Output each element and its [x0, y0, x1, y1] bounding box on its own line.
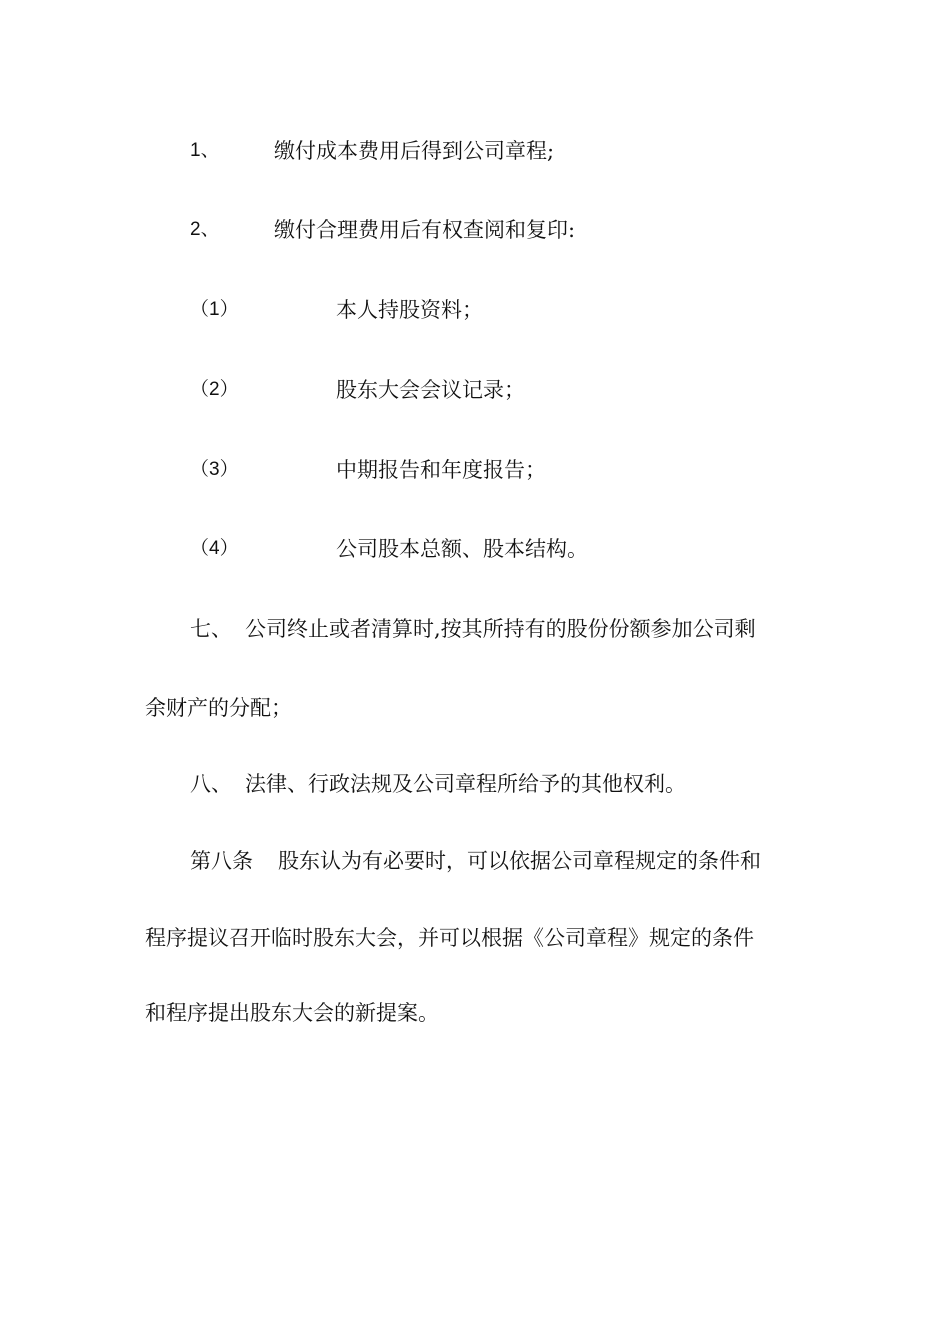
- sub-list-marker: （4）: [190, 538, 239, 559]
- sub-list-item-text: 股东大会会议记录；: [336, 378, 525, 402]
- article-text-line: 和程序提出股东大会的新提案。: [145, 1001, 439, 1025]
- section-marker: 七、: [190, 617, 232, 641]
- article-text-line: 股东认为有必要时，可以依据公司章程规定的条件和: [278, 849, 761, 873]
- list-marker: 2、: [190, 219, 220, 240]
- article-text-line: 程序提议召开临时股东大会，并可以根据《公司章程》规定的条件: [145, 926, 754, 950]
- section-text-line: 公司终止或者清算时,按其所持有的股份份额参加公司剩: [245, 617, 756, 641]
- sub-list-item-text: 中期报告和年度报告；: [336, 458, 546, 482]
- sub-list-marker: （1）: [190, 299, 239, 320]
- section-marker: 八、: [190, 772, 232, 796]
- sub-list-item-text: 本人持股资料；: [336, 298, 483, 322]
- sub-list-item-text: 公司股本总额、股本结构。: [336, 537, 588, 561]
- sub-list-marker: （2）: [190, 379, 239, 400]
- section-text-line: 余财产的分配；: [145, 696, 292, 720]
- article-label: 第八条: [190, 849, 253, 873]
- list-item-text: 缴付合理费用后有权查阅和复印:: [274, 218, 576, 242]
- sub-list-marker: （3）: [190, 459, 239, 480]
- list-marker: 1、: [190, 140, 220, 161]
- section-text-line: 法律、行政法规及公司章程所给予的其他权利。: [245, 772, 686, 796]
- list-item-text: 缴付成本费用后得到公司章程;: [274, 139, 555, 163]
